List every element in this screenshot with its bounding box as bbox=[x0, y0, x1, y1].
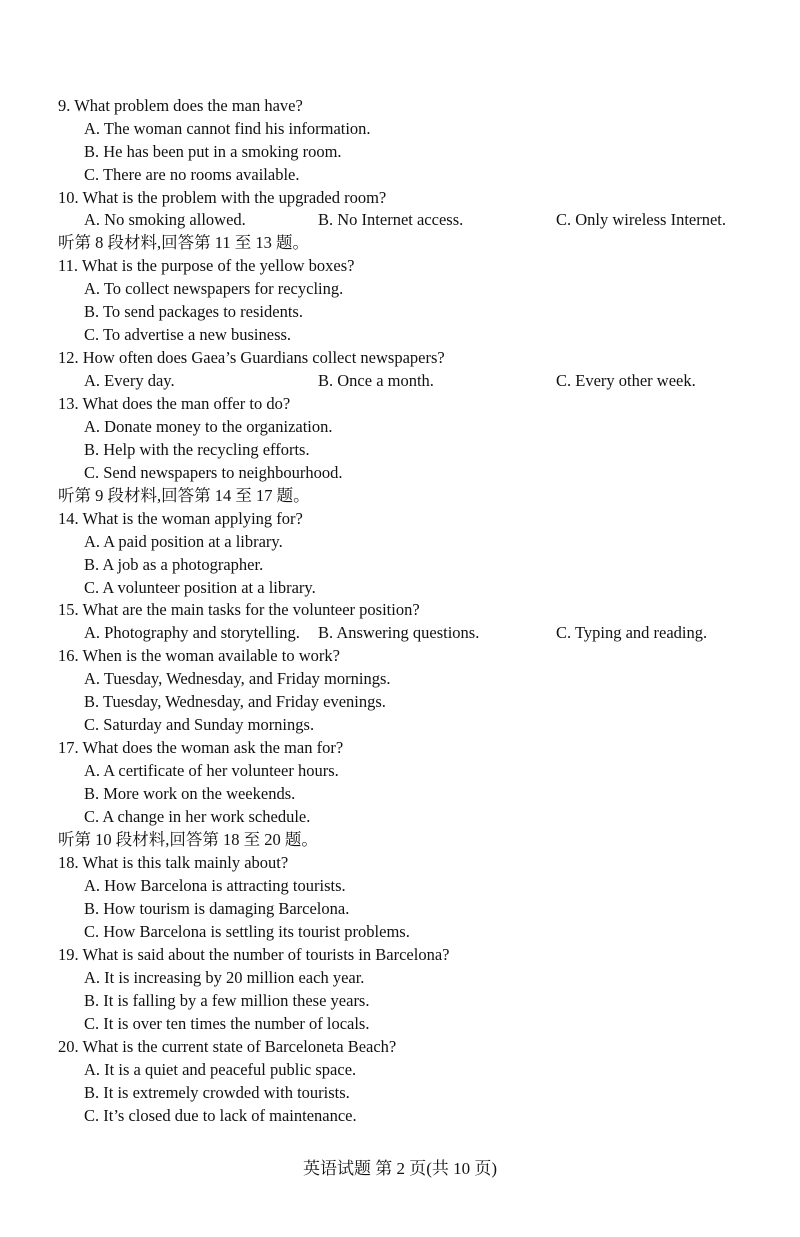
option-13a: A. Donate money to the organization. bbox=[84, 417, 333, 436]
question-9: 9. What problem does the man have? bbox=[58, 96, 303, 115]
option-11b: B. To send packages to residents. bbox=[84, 302, 303, 321]
option-9c: C. There are no rooms available. bbox=[84, 165, 300, 184]
question-13: 13. What does the man offer to do? bbox=[58, 394, 291, 413]
option-10c: C. Only wireless Internet. bbox=[556, 210, 727, 229]
option-17a: A. A certificate of her volunteer hours. bbox=[84, 761, 339, 780]
section-heading-9: 听第 9 段材料,回答第 14 至 17 题。 bbox=[58, 486, 310, 505]
question-12: 12. How often does Gaea’s Guardians collect newspapers? bbox=[58, 348, 445, 367]
option-9a: A. The woman cannot find his information. bbox=[84, 119, 371, 138]
option-15b: B. Answering questions. bbox=[318, 623, 480, 642]
option-17b: B. More work on the weekends. bbox=[84, 784, 296, 803]
question-11: 11. What is the purpose of the yellow boxes? bbox=[58, 256, 355, 275]
question-16: 16. When is the woman available to work? bbox=[58, 646, 340, 665]
option-18a: A. How Barcelona is attracting tourists. bbox=[84, 876, 346, 895]
option-17c: C. A change in her work schedule. bbox=[84, 807, 311, 826]
option-12b: B. Once a month. bbox=[318, 371, 434, 390]
option-19b: B. It is falling by a few million these years. bbox=[84, 991, 370, 1010]
option-14b: B. A job as a photographer. bbox=[84, 555, 264, 574]
option-16c: C. Saturday and Sunday mornings. bbox=[84, 715, 315, 734]
option-13b: B. Help with the recycling efforts. bbox=[84, 440, 310, 459]
option-14a: A. A paid position at a library. bbox=[84, 532, 283, 551]
option-16a: A. Tuesday, Wednesday, and Friday mornings. bbox=[84, 669, 391, 688]
question-17: 17. What does the woman ask the man for? bbox=[58, 738, 344, 757]
question-20: 20. What is the current state of Barceloneta Beach? bbox=[58, 1037, 397, 1056]
option-18b: B. How tourism is damaging Barcelona. bbox=[84, 899, 350, 918]
option-20b: B. It is extremely crowded with tourists. bbox=[84, 1083, 350, 1102]
option-14c: C. A volunteer position at a library. bbox=[84, 578, 316, 597]
option-16b: B. Tuesday, Wednesday, and Friday evenings. bbox=[84, 692, 386, 711]
option-18c: C. How Barcelona is settling its tourist problems. bbox=[84, 922, 410, 941]
option-20c: C. It’s closed due to lack of maintenance. bbox=[84, 1106, 357, 1125]
option-19c: C. It is over ten times the number of locals. bbox=[84, 1014, 370, 1033]
page-footer: 英语试题 第 2 页(共 10 页) bbox=[302, 1159, 498, 1178]
option-12a: A. Every day. bbox=[84, 371, 175, 390]
option-10b: B. No Internet access. bbox=[318, 210, 464, 229]
option-10a: A. No smoking allowed. bbox=[84, 210, 246, 229]
option-11a: A. To collect newspapers for recycling. bbox=[84, 279, 344, 298]
option-9b: B. He has been put in a smoking room. bbox=[84, 142, 342, 161]
option-12c: C. Every other week. bbox=[556, 371, 696, 390]
option-11c: C. To advertise a new business. bbox=[84, 325, 292, 344]
option-13c: C. Send newspapers to neighbourhood. bbox=[84, 463, 343, 482]
question-18: 18. What is this talk mainly about? bbox=[58, 853, 289, 872]
question-15: 15. What are the main tasks for the volunteer position? bbox=[58, 600, 420, 619]
option-15c: C. Typing and reading. bbox=[556, 623, 708, 642]
question-14: 14. What is the woman applying for? bbox=[58, 509, 303, 528]
section-heading-8: 听第 8 段材料,回答第 11 至 13 题。 bbox=[58, 233, 310, 252]
section-heading-10: 听第 10 段材料,回答第 18 至 20 题。 bbox=[58, 830, 318, 849]
question-19: 19. What is said about the number of tourists in Barcelona? bbox=[58, 945, 450, 964]
question-10: 10. What is the problem with the upgraded room? bbox=[58, 188, 387, 207]
option-15a: A. Photography and storytelling. bbox=[84, 623, 300, 642]
option-19a: A. It is increasing by 20 million each year. bbox=[84, 968, 365, 987]
option-20a: A. It is a quiet and peaceful public space. bbox=[84, 1060, 357, 1079]
